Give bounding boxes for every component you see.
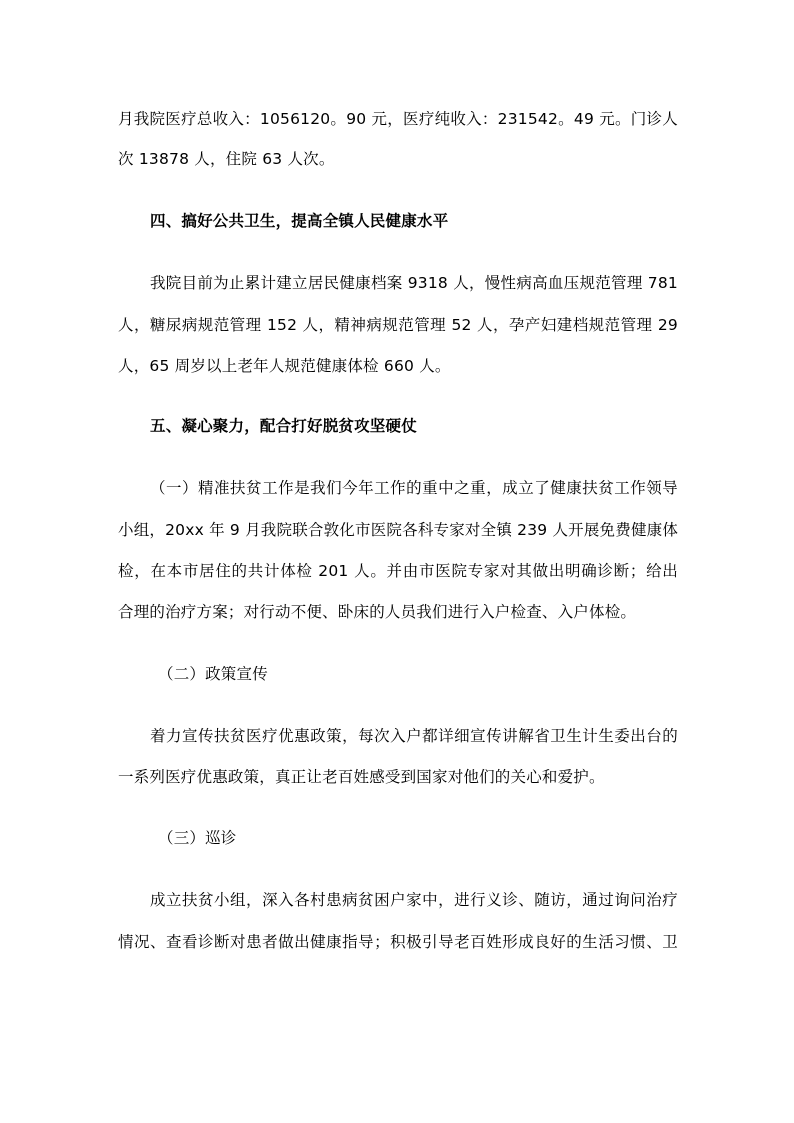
section-heading-poverty: 五、凝心聚力，配合打好脱贫攻坚硬仗 <box>150 417 417 435</box>
paragraph-income-line: 次 13878 人，住院 63 人次。 <box>118 150 335 168</box>
paragraph-policy-line: 一系列医疗优惠政策，真正让老百姓感受到国家对他们的关心和爱护。 <box>118 768 605 786</box>
paragraph-poverty-line: 合理的治疗方案；对行动不便、卧床的人员我们进行入户检查、入户体检。 <box>118 603 637 621</box>
paragraph-poverty-line: 检，在本市居住的共计体检 201 人。并由市医院专家对其做出明确诊断；给出 <box>118 562 678 580</box>
paragraph-income-line: 月我院医疗总收入：1056120。90 元，医疗纯收入：231542。49 元。门诊人 <box>118 110 678 128</box>
paragraph-health-line: 我院目前为止累计建立居民健康档案 9318 人，慢性病高血压规范管理 781 <box>150 274 678 292</box>
section-heading-public-health: 四、搞好公共卫生，提高全镇人民健康水平 <box>150 212 449 230</box>
paragraph-patrol-line: 情况、查看诊断对患者做出健康指导；积极引导老百姓形成良好的生活习惯、卫 <box>118 933 678 951</box>
paragraph-health-line: 人，糖尿病规范管理 152 人，精神病规范管理 52 人，孕产妇建档规范管理 29 <box>118 316 678 334</box>
paragraph-poverty-line: （一）精准扶贫工作是我们今年工作的重中之重，成立了健康扶贫工作领导 <box>150 479 678 497</box>
paragraph-poverty-line: 小组，20xx 年 9 月我院联合敦化市医院各科专家对全镇 239 人开展免费健康体 <box>118 521 679 539</box>
paragraph-policy-line: 着力宣传扶贫医疗优惠政策，每次入户都详细宣传讲解省卫生计生委出台的 <box>150 727 678 745</box>
subsection-policy-title: （二）政策宣传 <box>158 665 268 683</box>
paragraph-health-line: 人，65 周岁以上老年人规范健康体检 660 人。 <box>118 357 451 375</box>
paragraph-patrol-line: 成立扶贫小组，深入各村患病贫困户家中，进行义诊、随访，通过询问治疗 <box>150 891 678 909</box>
subsection-patrol-title: （三）巡诊 <box>158 829 237 847</box>
